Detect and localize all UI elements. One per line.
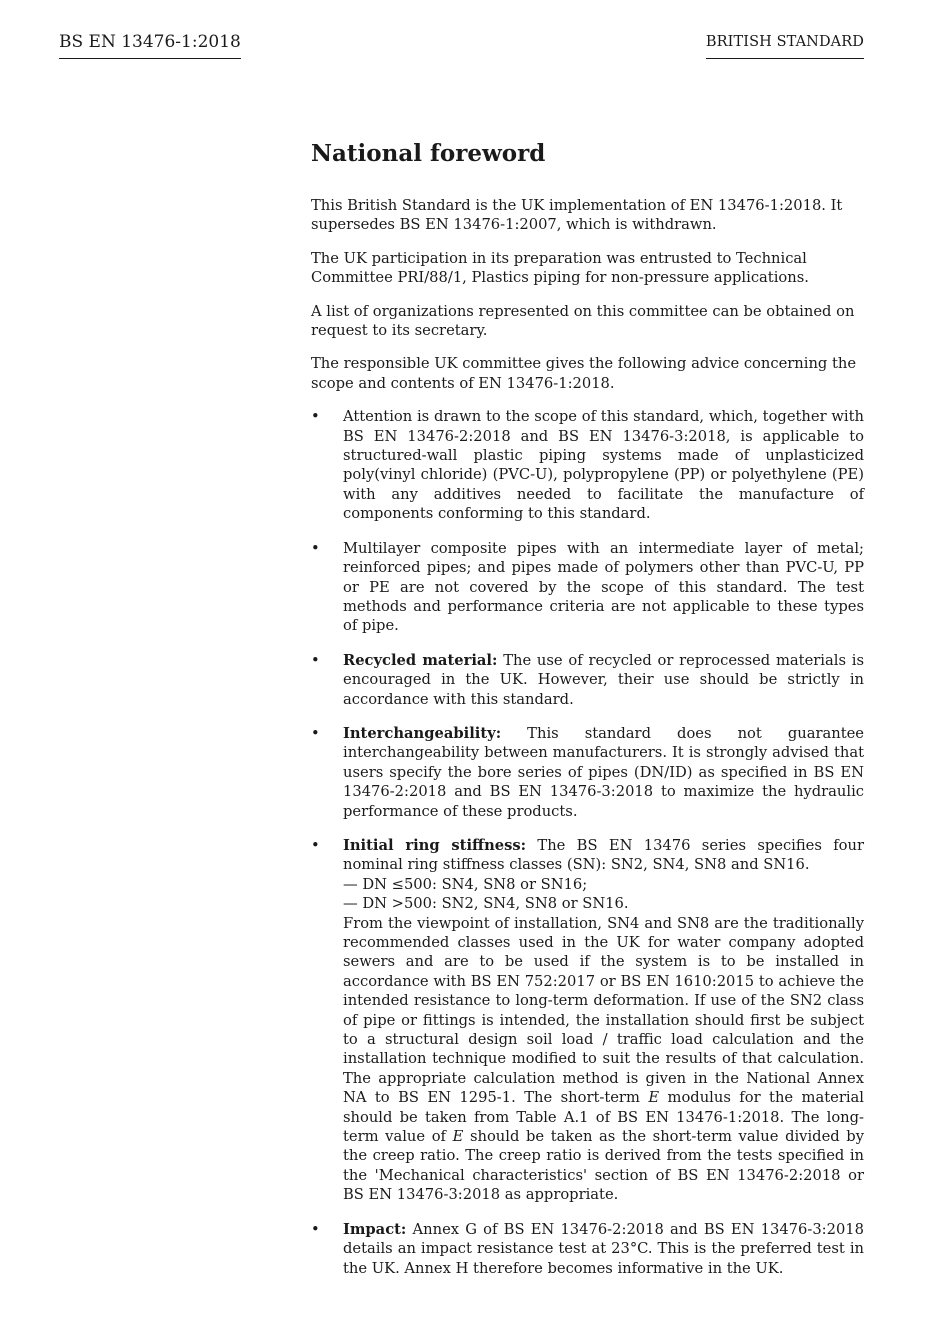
bullet-icon: • [311, 1220, 320, 1238]
italic-e: E [452, 1128, 464, 1146]
list-item-heading: Interchangeability: [343, 724, 502, 742]
list-item-multilayer [311, 539, 864, 636]
paragraph-advice: The responsible UK committee gives the following advice concerning the scope and contents of EN 13476-1:2018. [311, 355, 857, 392]
list-item-text: Interchangeability: This standard does not guarantee interchangeability between manufacturers. It is strongly advised that users specify the bore series of pipes (DN/ID) as specified in BS EN 13476-2:2018 and BS EN 13476-3:2018 to maximize the hydraulic performance of these products. [343, 724, 864, 820]
bullet-icon: • [311, 724, 320, 742]
installation-paragraph: From the viewpoint of installation, SN4 and SN8 are the traditionally recommended classes used in the UK for water company adopted sewers and are to be used if the system is to be installed in accordance with BS EN 752:2017 or BS EN 1610:2015 to achieve the intended resistance to long-term deformation. If use of the SN2 class of pipe or fittings is intended, the installation should first be subject to a structural design soil load / traffic load calculation and the installation technique modified to suit the results of that calculation. The appropriate calculation method is given in the National Annex NA to BS EN 1295-1. The short-term E modulus for the material should be taken from Table A.1 of BS EN 13476-1:2018. The long-term value of E should be taken as the short-term value divided by the creep ratio. The creep ratio is derived from the tests specified in the 'Mechanical characteristics' section of BS EN 13476-2:2018 or BS EN 13476-3:2018 as appropriate. [343, 914, 864, 1204]
list-item-impact [311, 1220, 864, 1278]
paragraph-committee: The UK participation in its preparation was entrusted to Technical Committee PRI/88/1, Plastics piping for non-pressure applications. [311, 249, 809, 287]
main-content [311, 138, 864, 1293]
page-title: National foreword [311, 140, 546, 167]
list-item-heading: Initial ring stiffness: [343, 836, 527, 854]
sub-item-dn-large: — DN >500: SN2, SN4, SN8 or SN16. [343, 895, 629, 913]
bullet-icon: • [311, 408, 320, 426]
list-item-ring-stiffness [311, 836, 864, 1205]
list-item-text: Recycled material: The use of recycled or reprocessed materials is encouraged in the UK. However, their use should be strictly in accordance with this standard. [343, 651, 864, 708]
list-item-interchangeability [311, 724, 864, 821]
header-publisher: BRITISH STANDARD [706, 31, 864, 59]
paragraph-implementation: This British Standard is the UK implementation of EN 13476-1:2018. It supersedes BS EN 13476-1:2007, which is withdrawn. [311, 197, 843, 234]
italic-e: E [648, 1089, 660, 1107]
sub-item-dn-small: — DN ≤500: SN4, SN8 or SN16; [343, 875, 588, 893]
header-document-number: BS EN 13476-1:2018 [59, 31, 241, 59]
bullet-icon: • [311, 651, 320, 669]
list-item-recycled-material [311, 651, 864, 709]
list-item-scope [311, 407, 864, 523]
list-item-heading: Impact: [343, 1220, 407, 1238]
list-item-text: Initial ring stiffness: The BS EN 13476 series specifies four nominal ring stiffness classes (SN): SN2, SN4, SN8 and SN16. [343, 836, 864, 874]
list-item-heading: Recycled material: [343, 651, 498, 669]
list-item-text: Attention is drawn to the scope of this standard, which, together with BS EN 13476-2:2018 and BS EN 13476-3:2018, is applicable to structured-wall plastic piping systems made of unplasticized poly(vinyl chloride) (PVC-U), polypropylene (PP) or polyethylene (PE) with any additives needed to facilitate the manufacture of components conforming to this standard. [343, 408, 864, 523]
paragraph-organizations: A list of organizations represented on this committee can be obtained on request to its secretary. [311, 302, 855, 340]
list-item-text: Multilayer composite pipes with an intermediate layer of metal; reinforced pipes; and pipes made of polymers other than PVC-U, PP or PE are not covered by the scope of this standard. The test methods and performance criteria are not applicable to these types of pipe. [343, 539, 864, 635]
bullet-icon: • [311, 539, 320, 557]
list-item-text: Impact: Annex G of BS EN 13476-2:2018 and BS EN 13476-3:2018 details an impact resistance test at 23°C. This is the preferred test in the UK. Annex H therefore becomes informative in the UK. [343, 1220, 864, 1277]
bullet-icon: • [311, 836, 320, 854]
advice-list [311, 407, 864, 1278]
